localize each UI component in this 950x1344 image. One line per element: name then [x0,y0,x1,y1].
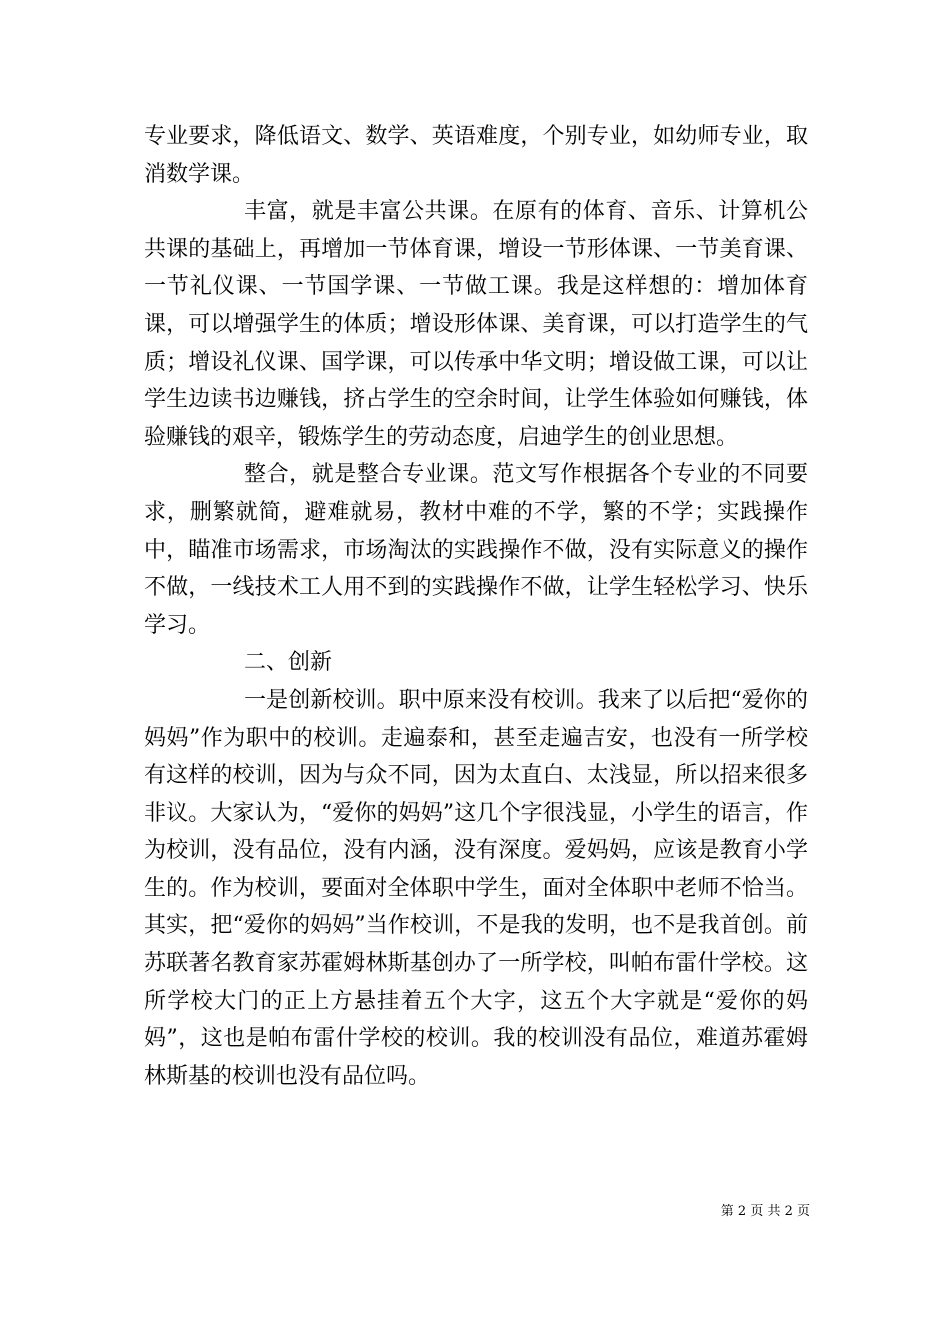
page-number: 第 2 页 共 2 页 [720,1204,810,1219]
document-body [144,118,808,1095]
paragraph-integrate: 整合，就是整合专业课。范文写作根据各个专业的不同要求，删繁就简，避难就易，教材中难的不学，繁的不学；实践操作中，瞄准市场需求，市场淘汰的实践操作不做，没有实际意义的操作不做，一线技术工人用不到的实践操作不做，让学生轻松学习、快乐学习。 [144,462,808,638]
section-heading-innovation: 二、创新 [244,650,333,676]
paragraph-continuation: 专业要求，降低语文、数学、英语难度，个别专业，如幼师专业，取消数学课。 [144,124,808,187]
paragraph-enrich: 丰富，就是丰富公共课。在原有的体育、音乐、计算机公共课的基础上，再增加一节体育课，增设一节形体课、一节美育课、一节礼仪课、一节国学课、一节做工课。我是这样想的：增加体育课，可以增强学生的体质；增设形体课、美育课，可以打造学生的气质；增设礼仪课、国学课，可以传承中华文明；增设做工课，可以让学生边读书边赚钱，挤占学生的空余时间，让学生体验如何赚钱，体验赚钱的艰辛，锻炼学生的劳动态度，启迪学生的创业思想。 [144,199,808,450]
paragraph-motto: 一是创新校训。职中原来没有校训。我来了以后把“爱你的妈妈”作为职中的校训。走遍泰和，甚至走遍吉安，也没有一所学校有这样的校训，因为与众不同，因为太直白、太浅显，所以招来很多非议。大家认为，“爱你的妈妈”这几个字很浅显，小学生的语言，作为校训，没有品位，没有内涵，没有深度。爱妈妈，应该是教育小学生的。作为校训，要面对全体职中学生，面对全体职中老师不恰当。其实，把“爱你的妈妈”当作校训，不是我的发明，也不是我首创。前苏联著名教育家苏霍姆林斯基创办了一所学校，叫帕布雷什学校。这所学校大门的正上方悬挂着五个大字，这五个大字就是“爱你的妈妈”，这也是帕布雷什学校的校训。我的校训没有品位，难道苏霍姆林斯基的校训也没有品位吗。 [144,687,808,1089]
